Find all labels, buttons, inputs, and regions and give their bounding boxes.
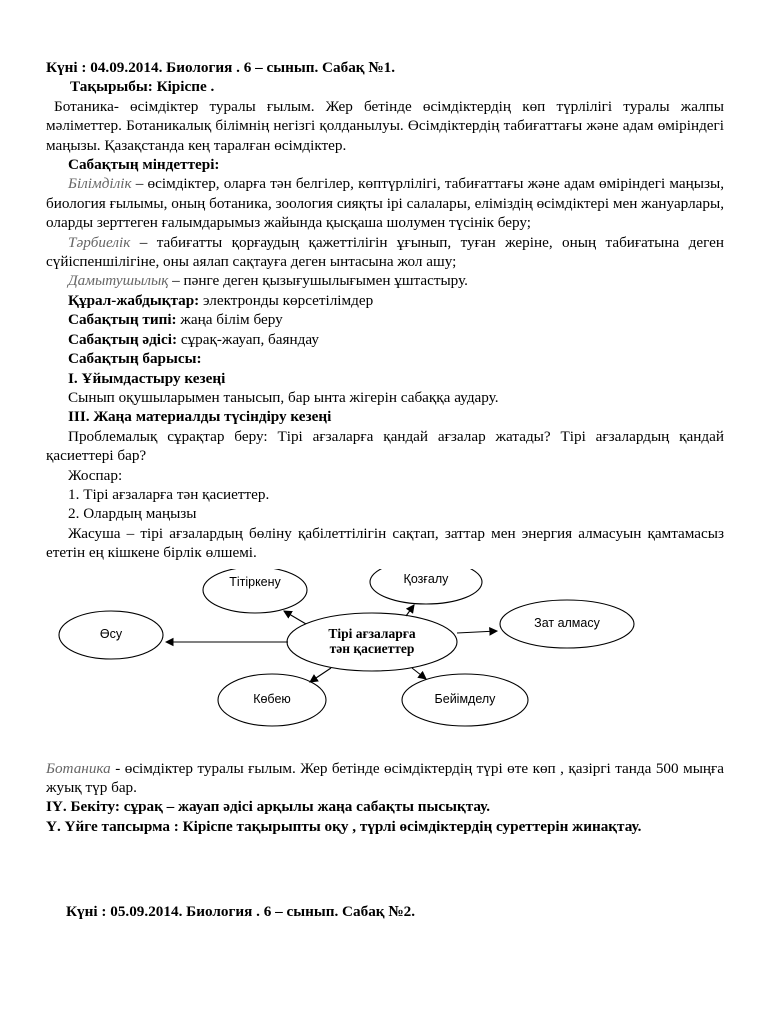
lesson-type — [46, 310, 724, 329]
type-value: жаңа білім беру — [176, 311, 283, 329]
node-growth: Өсу — [99, 627, 123, 642]
equipment-label: Құрал-жабдықтар: — [68, 291, 200, 309]
node-irritability: Тітіркену — [229, 575, 281, 590]
stage4-consolidation: ІҮ. Бекіту: сұрақ – жауап әдісі арқылы жаңа сабақты пысықтау. — [46, 798, 491, 816]
topic-label: Тақырыбы: Кіріспе — [70, 78, 207, 96]
node-adaptation: Бейімделу — [434, 692, 496, 707]
lesson1-header: Күні : 04.09.2014. Биология . 6 – сынып. Сабақ №1. — [46, 59, 396, 76]
method-label: Сабақтың әдісі: — [68, 330, 178, 348]
lesson-intro: Ботаника- өсімдіктер туралы ғылым. Жер бетінде өсімдіктердің көп түрлілігі туралы жалпы мәліметтер. Ботаникалық білімнің негізгі қолданылуы. Өсімдіктердің табиғаттағы және адам өміріндегі маңызы. Қазақстанда кең таралған өсімдіктер. — [46, 97, 724, 154]
homework: Ү. Үйге тапсырма : Кіріспе тақырыпты оқу , түрлі өсімдіктердің суреттерін жинақтау. — [46, 817, 642, 835]
progress-title: Сабақтың барысы: — [68, 350, 202, 368]
center-node-line2: тән қасиеттер — [329, 640, 415, 656]
stage3-title: ІІІ. Жаңа материалды түсіндіру кезеңі — [68, 408, 332, 426]
objective-text: – табиғатты қорғаудың қажеттілігін ұғынып, туған жеріне, оның табиғатына деген сүйіспеншілігіне, оны аялап сақтауға деген ынтасына жол ашу; — [46, 233, 724, 271]
problem-questions: Проблемалық сұрақтар беру: Тірі ағзаларға қандай ағзалар жатады? Тірі ағзалардың қандай қасиеттері бар? — [46, 427, 724, 465]
objective-label: Білімділік — [68, 175, 132, 193]
topic-suffix: . — [206, 78, 215, 96]
lesson-equipment — [46, 291, 724, 310]
lesson-method — [46, 330, 724, 349]
node-metabolism: Зат алмасу — [534, 616, 600, 631]
objective-text: – өсімдіктер, оларға тән белгілер, көптүрлілігі, табиғаттағы және адам өміріндегі маңызы, биология ғылымы, оның ботаника, зоология сияқты ірі салалары, еліміздің өсімдіктері мен жануарлары, оларды зерттеген ғалымдарымыз жайында қысқаша шолумен түсінік беру; — [46, 175, 724, 232]
lesson2-header: Күні : 05.09.2014. Биология . 6 – сынып. Сабақ №2. — [66, 903, 416, 920]
plan-item: 1. Тірі ағзаларға тән қасиеттер. — [68, 485, 270, 503]
objective-upbringing — [46, 233, 724, 272]
method-value: сұрақ-жауап, баяндау — [177, 330, 319, 348]
stage1-title: І. Ұйымдастыру кезеңі — [68, 369, 226, 387]
stage1-text: Сынып оқушыларымен танысып, бар ынта жігерін сабаққа аудару. — [68, 388, 499, 406]
objective-educational — [46, 174, 724, 232]
plan-label: Жоспар: — [68, 466, 123, 484]
equipment-value: электронды көрсетілімдер — [199, 291, 374, 309]
lesson-plan-page — [46, 58, 724, 836]
cell-definition: Жасуша – тірі ағзалардың бөліну қабілеттілігін сақтап, заттар мен энергия алмасуын қамтамасыз ететін ең кішкене бірлік өлшемі. — [46, 524, 724, 562]
objectives-title: Сабақтың міндеттері: — [68, 156, 220, 174]
type-label: Сабақтың типі: — [68, 311, 177, 329]
objective-label: Дамытушылық — [68, 272, 169, 290]
objective-label: Тәрбиелік — [68, 233, 131, 251]
plan-item: 2. Олардың маңызы — [68, 505, 197, 523]
botany-label: Ботаника — [46, 759, 111, 777]
objective-text: – пәнге деген қызығушылығымен ұштастыру. — [168, 272, 468, 290]
botany-paragraph — [46, 759, 724, 798]
center-node-line1: Тірі ағзаларға — [328, 625, 416, 641]
diagram-center-node — [292, 617, 452, 665]
properties-diagram — [46, 569, 724, 747]
node-reproduction: Көбею — [253, 692, 291, 707]
botany-text: - өсімдіктер туралы ғылым. Жер бетінде өсімдіктердің түрі өте көп , қазіргі танда 500 мыңға жуық түр бар. — [46, 759, 724, 796]
lesson-topic — [46, 77, 724, 96]
node-movement: Қозғалу — [403, 572, 449, 587]
objective-developmental — [46, 271, 724, 290]
